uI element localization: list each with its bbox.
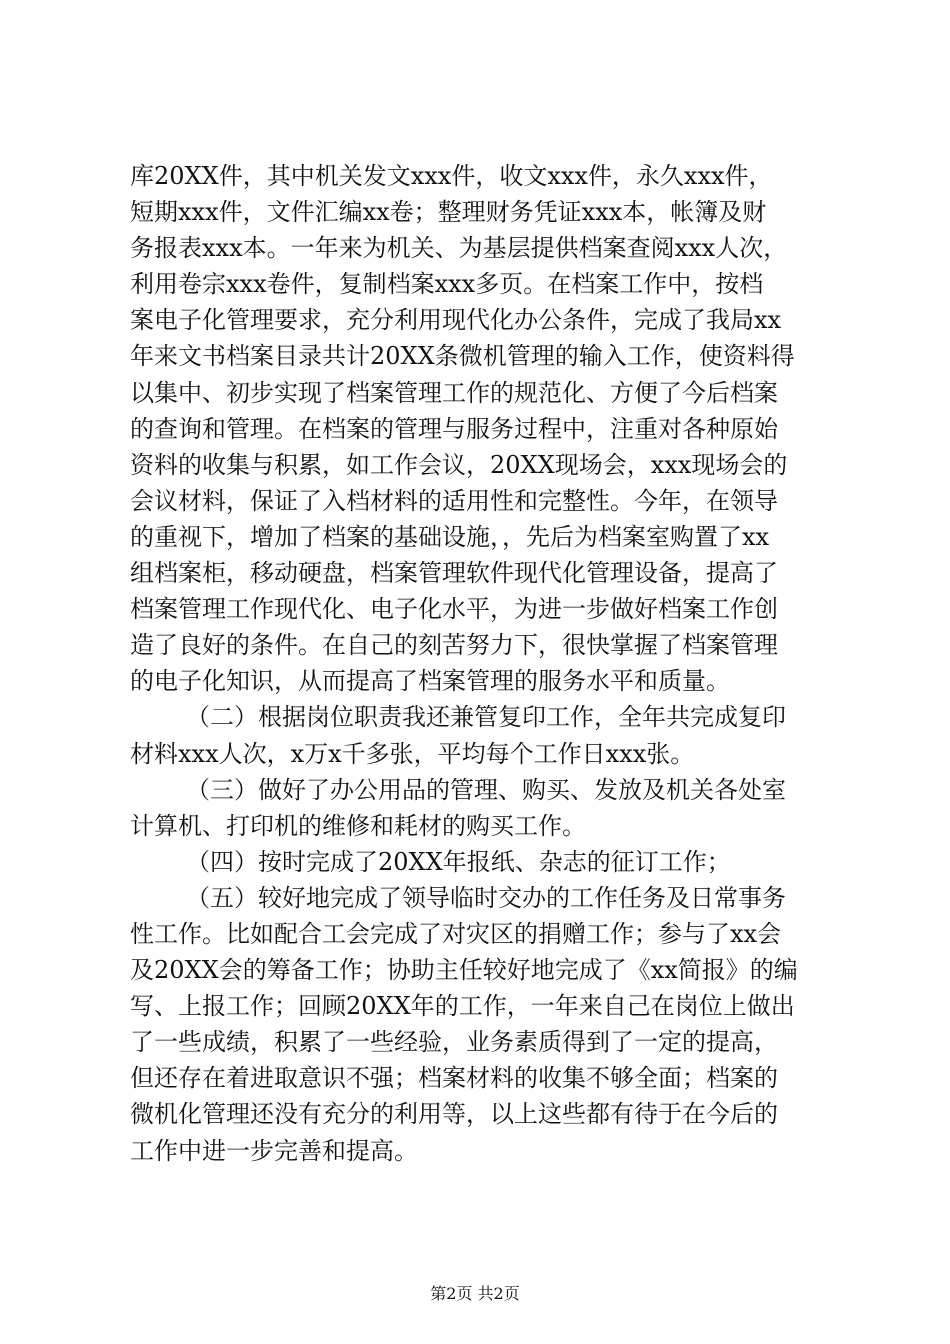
text-line: 资料的收集与积累，如工作会议，20XX现场会，xxx现场会的 [130, 450, 788, 479]
text-line: 性工作。比如配合工会完成了对灾区的捐赠工作；参与了xx会 [130, 919, 782, 948]
text-line: 以集中、初步实现了档案管理工作的规范化、方便了今后档案 [130, 378, 778, 407]
paragraph-3-start: （三）做好了办公用品的管理、购买、发放及机关各处室 [186, 775, 786, 804]
text-line: 工作中进一步完善和提高。 [130, 1136, 418, 1165]
paragraph-5-start: （五）较好地完成了领导临时交办的工作任务及日常事务 [186, 883, 786, 912]
text-line: 组档案柜，移动硬盘，档案管理软件现代化管理设备，提高了 [130, 559, 778, 588]
text-line: 利用卷宗xxx卷件，复制档案xxx多页。在档案工作中，按档 [130, 270, 764, 299]
text-line: 材料xxx人次，x万x千多张，平均每个工作日xxx张。 [130, 739, 695, 768]
text-line: 但还存在着进取意识不强；档案材料的收集不够全面；档案的 [130, 1064, 778, 1093]
text-line: 务报表xxx本。一年来为机关、为基层提供档案查阅xxx人次， [130, 234, 788, 263]
page-footer: 第2页 共2页 [430, 1284, 520, 1303]
text-line: 及20XX会的筹备工作；协助主任较好地完成了《xx简报》的编 [130, 956, 798, 985]
text-line: 的重视下，增加了档案的基础设施，，先后为档案室购置了xx [130, 522, 770, 551]
text-line: 案电子化管理要求，充分利用现代化办公条件，完成了我局xx [130, 306, 782, 335]
text-line: 档案管理工作现代化、电子化水平，为进一步做好档案工作创 [130, 595, 778, 624]
text-line: 库20XX件，其中机关发文xxx件，收文xxx件，永久xxx件， [130, 162, 773, 190]
text-line: 的电子化知识，从而提高了档案管理的服务水平和质量。 [130, 667, 730, 696]
text-line: 计算机、打印机的维修和耗材的购买工作。 [130, 811, 586, 840]
paragraph-2-start: （二）根据岗位职责我还兼管复印工作，全年共完成复印 [186, 703, 786, 732]
paragraph-4-start: （四）按时完成了20XX年报纸、杂志的征订工作； [186, 847, 731, 876]
text-line: 写、上报工作；回顾20XX年的工作，一年来自己在岗位上做出 [130, 992, 795, 1021]
text-line: 会议材料，保证了入档材料的适用性和完整性。今年，在领导 [130, 486, 778, 515]
body-text [130, 158, 830, 1169]
text-line: 的查询和管理。在档案的管理与服务过程中，注重对各种原始 [130, 414, 778, 443]
text-line: 微机化管理还没有充分的利用等，以上这些都有待于在今后的 [130, 1100, 778, 1129]
text-line: 短期xxx件，文件汇编xx卷；整理财务凭证xxx本，帐簿及财 [130, 198, 767, 227]
text-line: 造了良好的条件。在自己的刻苦努力下，很快掌握了档案管理 [130, 631, 778, 660]
text-line: 年来文书档案目录共计20XX条微机管理的输入工作，使资料得 [130, 342, 795, 371]
text-line: 了一些成绩，积累了一些经验，业务素质得到了一定的提高， [130, 1028, 778, 1057]
